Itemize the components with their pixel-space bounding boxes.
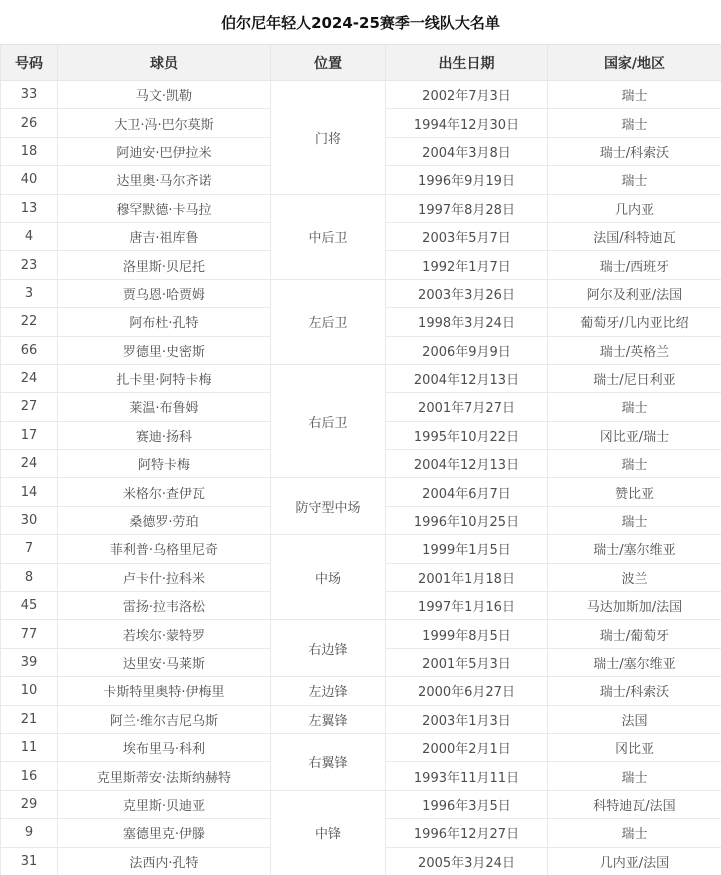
player-name-cell: 贾乌恩·哈贾姆	[58, 279, 271, 307]
player-name-cell: 米格尔·查伊瓦	[58, 478, 271, 506]
table-row	[1, 733, 721, 761]
table-row	[1, 478, 721, 506]
position-cell: 右翼锋	[271, 733, 386, 790]
table-row	[1, 677, 721, 705]
number-cell: 30	[1, 506, 58, 534]
position-cell: 左后卫	[271, 279, 386, 364]
birth-date-cell: 1996年9月19日	[386, 166, 548, 194]
birth-date-cell: 2004年12月13日	[386, 364, 548, 392]
player-name-cell: 穆罕默德·卡马拉	[58, 194, 271, 222]
position-cell: 防守型中场	[271, 478, 386, 535]
birth-date-cell: 2000年2月1日	[386, 733, 548, 761]
position-cell: 门将	[271, 81, 386, 195]
number-cell: 40	[1, 166, 58, 194]
number-cell: 11	[1, 733, 58, 761]
country-cell: 几内亚/法国	[548, 847, 721, 875]
player-name-cell: 克里斯·贝迪亚	[58, 790, 271, 818]
country-cell: 瑞士/尼日利亚	[548, 364, 721, 392]
birth-date-cell: 2006年9月9日	[386, 336, 548, 364]
number-cell: 66	[1, 336, 58, 364]
country-cell: 瑞士/英格兰	[548, 336, 721, 364]
number-cell: 21	[1, 705, 58, 733]
player-name-cell: 赛迪·扬科	[58, 421, 271, 449]
country-cell: 瑞士/塞尔维亚	[548, 535, 721, 563]
country-cell: 几内亚	[548, 194, 721, 222]
birth-date-cell: 2001年1月18日	[386, 563, 548, 591]
country-cell: 瑞士	[548, 506, 721, 534]
birth-date-cell: 2000年6月27日	[386, 677, 548, 705]
birth-date-cell: 1992年1月7日	[386, 251, 548, 279]
number-cell: 18	[1, 137, 58, 165]
roster-table-body	[1, 81, 721, 875]
birth-date-cell: 1999年8月5日	[386, 620, 548, 648]
country-cell: 法国/科特迪瓦	[548, 222, 721, 250]
position-cell: 中锋	[271, 790, 386, 875]
player-name-cell: 阿兰·维尔吉尼乌斯	[58, 705, 271, 733]
country-cell: 阿尔及利亚/法国	[548, 279, 721, 307]
birth-date-cell: 2001年7月27日	[386, 393, 548, 421]
birth-date-cell: 1996年12月27日	[386, 819, 548, 847]
country-cell: 瑞士/西班牙	[548, 251, 721, 279]
player-name-cell: 桑德罗·劳珀	[58, 506, 271, 534]
player-name-cell: 马文·凯勒	[58, 81, 271, 109]
country-cell: 瑞士	[548, 109, 721, 137]
country-cell: 瑞士	[548, 450, 721, 478]
country-cell: 冈比亚	[548, 733, 721, 761]
country-cell: 赞比亚	[548, 478, 721, 506]
birth-date-cell: 1994年12月30日	[386, 109, 548, 137]
country-cell: 葡萄牙/几内亚比绍	[548, 308, 721, 336]
position-cell: 左翼锋	[271, 705, 386, 733]
birth-date-cell: 2001年5月3日	[386, 648, 548, 676]
position-cell: 左边锋	[271, 677, 386, 705]
number-cell: 77	[1, 620, 58, 648]
birth-date-cell: 2004年6月7日	[386, 478, 548, 506]
number-cell: 24	[1, 450, 58, 478]
header-birth: 出生日期	[386, 45, 548, 81]
player-name-cell: 法西内·孔特	[58, 847, 271, 875]
number-cell: 24	[1, 364, 58, 392]
birth-date-cell: 1997年8月28日	[386, 194, 548, 222]
player-name-cell: 阿特卡梅	[58, 450, 271, 478]
player-name-cell: 塞德里克·伊滕	[58, 819, 271, 847]
player-name-cell: 雷扬·拉韦洛松	[58, 592, 271, 620]
player-name-cell: 大卫·冯·巴尔莫斯	[58, 109, 271, 137]
player-name-cell: 达里安·马莱斯	[58, 648, 271, 676]
player-name-cell: 克里斯蒂安·法斯纳赫特	[58, 762, 271, 790]
country-cell: 瑞士	[548, 166, 721, 194]
number-cell: 7	[1, 535, 58, 563]
table-row	[1, 81, 721, 109]
number-cell: 13	[1, 194, 58, 222]
position-cell: 中后卫	[271, 194, 386, 279]
country-cell: 冈比亚/瑞士	[548, 421, 721, 449]
header-position: 位置	[271, 45, 386, 81]
number-cell: 27	[1, 393, 58, 421]
player-name-cell: 卡斯特里奥特·伊梅里	[58, 677, 271, 705]
page-title: 伯尔尼年轻人2024-25赛季一线队大名单	[221, 13, 500, 32]
number-cell: 4	[1, 222, 58, 250]
player-name-cell: 唐吉·祖库鲁	[58, 222, 271, 250]
country-cell: 瑞士	[548, 819, 721, 847]
player-name-cell: 卢卡什·拉科米	[58, 563, 271, 591]
country-cell: 法国	[548, 705, 721, 733]
number-cell: 39	[1, 648, 58, 676]
birth-date-cell: 1998年3月24日	[386, 308, 548, 336]
player-name-cell: 罗德里·史密斯	[58, 336, 271, 364]
birth-date-cell: 1999年1月5日	[386, 535, 548, 563]
table-row	[1, 790, 721, 818]
birth-date-cell: 1993年11月11日	[386, 762, 548, 790]
birth-date-cell: 1997年1月16日	[386, 592, 548, 620]
player-name-cell: 菲利普·乌格里尼奇	[58, 535, 271, 563]
birth-date-cell: 2002年7月3日	[386, 81, 548, 109]
birth-date-cell: 2005年3月24日	[386, 847, 548, 875]
country-cell: 瑞士/科索沃	[548, 137, 721, 165]
position-cell: 中场	[271, 535, 386, 620]
number-cell: 29	[1, 790, 58, 818]
player-name-cell: 莱温·布鲁姆	[58, 393, 271, 421]
player-name-cell: 阿布杜·孔特	[58, 308, 271, 336]
number-cell: 3	[1, 279, 58, 307]
number-cell: 16	[1, 762, 58, 790]
table-row	[1, 364, 721, 392]
birth-date-cell: 2004年3月8日	[386, 137, 548, 165]
header-row	[1, 45, 721, 81]
position-cell: 右后卫	[271, 364, 386, 478]
number-cell: 9	[1, 819, 58, 847]
player-name-cell: 扎卡里·阿特卡梅	[58, 364, 271, 392]
birth-date-cell: 1996年10月25日	[386, 506, 548, 534]
country-cell: 波兰	[548, 563, 721, 591]
number-cell: 8	[1, 563, 58, 591]
player-name-cell: 达里奥·马尔齐诺	[58, 166, 271, 194]
table-row	[1, 279, 721, 307]
number-cell: 10	[1, 677, 58, 705]
number-cell: 26	[1, 109, 58, 137]
player-name-cell: 洛里斯·贝尼托	[58, 251, 271, 279]
birth-date-cell: 1996年3月5日	[386, 790, 548, 818]
roster-table	[0, 44, 721, 875]
number-cell: 31	[1, 847, 58, 875]
country-cell: 瑞士/塞尔维亚	[548, 648, 721, 676]
number-cell: 45	[1, 592, 58, 620]
birth-date-cell: 2003年1月3日	[386, 705, 548, 733]
number-cell: 17	[1, 421, 58, 449]
birth-date-cell: 2004年12月13日	[386, 450, 548, 478]
player-name-cell: 埃布里马·科利	[58, 733, 271, 761]
country-cell: 科特迪瓦/法国	[548, 790, 721, 818]
birth-date-cell: 2003年5月7日	[386, 222, 548, 250]
header-number: 号码	[1, 45, 58, 81]
table-row	[1, 535, 721, 563]
number-cell: 33	[1, 81, 58, 109]
country-cell: 瑞士	[548, 762, 721, 790]
table-row	[1, 620, 721, 648]
number-cell: 14	[1, 478, 58, 506]
birth-date-cell: 1995年10月22日	[386, 421, 548, 449]
country-cell: 瑞士	[548, 393, 721, 421]
table-row	[1, 705, 721, 733]
header-player: 球员	[58, 45, 271, 81]
player-name-cell: 若埃尔·蒙特罗	[58, 620, 271, 648]
header-country: 国家/地区	[548, 45, 721, 81]
number-cell: 22	[1, 308, 58, 336]
number-cell: 23	[1, 251, 58, 279]
position-cell: 右边锋	[271, 620, 386, 677]
birth-date-cell: 2003年3月26日	[386, 279, 548, 307]
country-cell: 瑞士	[548, 81, 721, 109]
country-cell: 马达加斯加/法国	[548, 592, 721, 620]
player-name-cell: 阿迪安·巴伊拉米	[58, 137, 271, 165]
table-row	[1, 194, 721, 222]
country-cell: 瑞士/科索沃	[548, 677, 721, 705]
country-cell: 瑞士/葡萄牙	[548, 620, 721, 648]
